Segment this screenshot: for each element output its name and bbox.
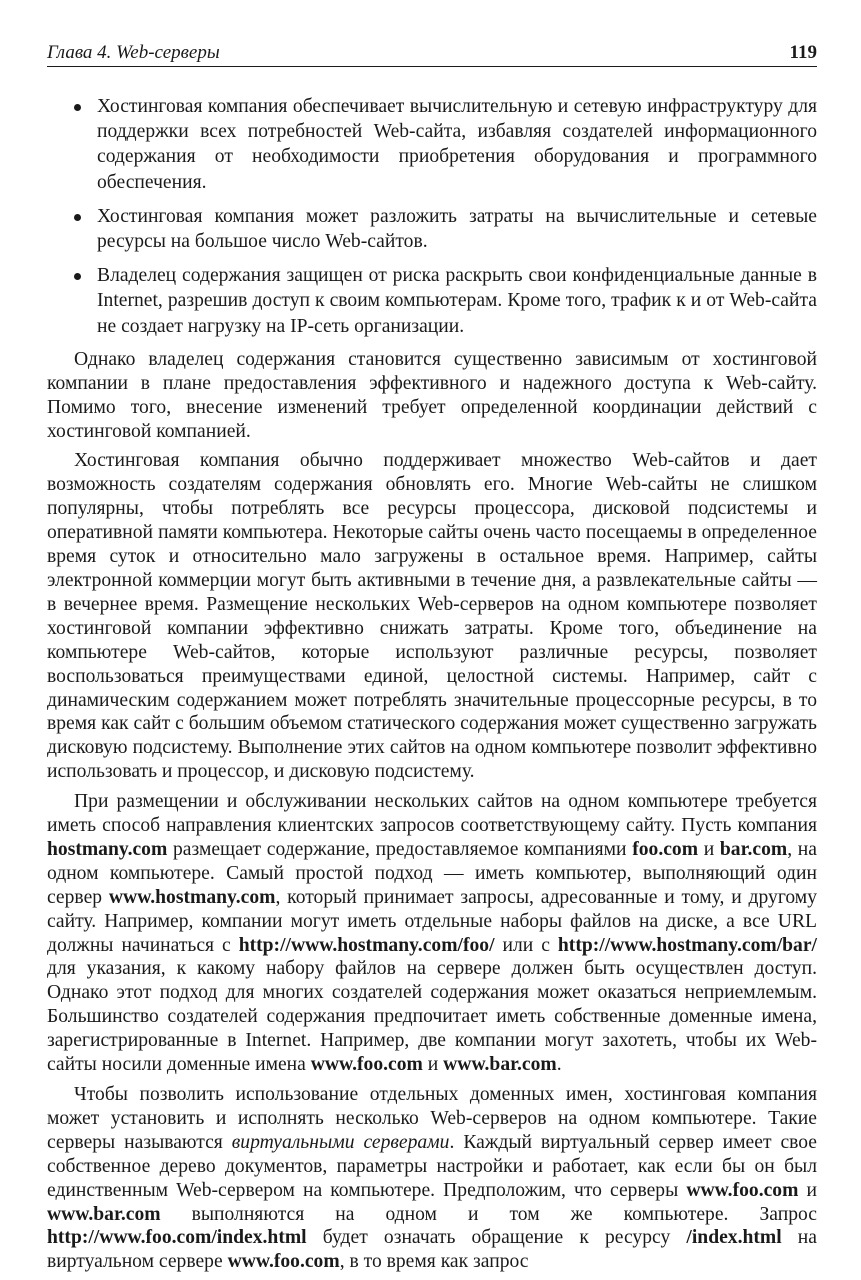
text-run: для указания, к какому набору файлов на сервере должен быть осуществлен доступ. Однако этот подход для многих создателей содержания может оказаться неприемлемым. Большинство создателей содержания предпочитает иметь собственные доменные имена, зарегистрированные в Internet. Например, две компании могут захотеть, чтобы их Web-сайты носили доменные имена [47,958,817,1076]
paragraph [47,790,817,1077]
text-run: , на одном компьютере. Самый простой подход — иметь компьютер, выполняющий один сервер [47,838,817,908]
running-header [47,38,817,67]
page-number: 119 [789,42,817,63]
bullet-text: Хостинговая компания обеспечивает вычислительную и сетевую инфраструктуру для поддержки всех потребностей Web-сайта, избавляя создателей информационного содержания от необходимости приобретения оборудования и программного обеспечения. [97,96,817,193]
text-run: Чтобы позволить использование отдельных доменных имен, хостинговая компания может установить и исполнять несколько Web-серверов на одном компьютере. Такие серверы называются [47,1084,817,1153]
bold-term: www.bar.com [443,1054,557,1076]
bold-term: hostmany.com [47,838,168,860]
bullet-text: Хостинговая компания может разложить затраты на вычислительные и сетевые ресурсы на большое число Web-сайтов. [97,205,817,253]
bold-term: http://www.hostmany.com/foo/ [238,934,495,956]
text-run: . [556,1054,562,1076]
bullet-text: Владелец содержания защищен от риска раскрыть свои конфиденциальные данные в Internet, разрешив доступ к своим компьютерам. Кроме того, трафик к и от Web-сайта не создает нагрузку на IP-сеть организации. [97,265,817,337]
paragraph [47,348,817,444]
book-page [47,38,817,1280]
text-run: на виртуальном сервере [47,1227,817,1273]
text-run: При размещении и обслуживании нескольких сайтов на одном компьютере требуется иметь способ направления клиентских запросов соответствующему сайту. Пусть компания [47,791,817,837]
bullet-list [47,94,817,339]
bullet-item [47,204,817,254]
text-run: и [422,1054,444,1076]
bullet-item [47,94,817,195]
text-run: . Каждый виртуальный сервер имеет свое собственное дерево документов, параметры настройки и работает, как если бы он был единственным Web-сервером на компьютере. Предположим, что серверы [47,1131,817,1201]
text-run: выполняются на одном и том же компьютере. Запрос [160,1203,817,1225]
bold-term: www.foo.com [227,1251,340,1273]
text-run: и [798,1179,817,1201]
bold-term: www.bar.com [47,1203,161,1225]
text-run: , в то время как запрос [339,1251,529,1273]
text-run: или с [494,934,558,956]
bold-term: http://www.hostmany.com/bar/ [557,934,817,956]
text-run: размещает содержание, предоставляемое компаниями [167,838,633,860]
text-run: и [698,838,720,860]
paragraph [47,1083,817,1274]
bold-term: /index.html [686,1227,782,1249]
bullet-item [47,263,817,339]
italic-term: виртуальными серверами [231,1131,450,1153]
body-text [47,348,817,1274]
bold-term: www.foo.com [310,1054,423,1076]
text-run: , который принимает запросы, адресованные и тому, и другому сайту. Например, компании могут иметь отдельные наборы файлов на диске, а все URL должны начинаться с [47,886,817,956]
bold-term: www.hostmany.com [108,886,276,908]
bold-term: www.foo.com [686,1179,799,1201]
bullet-icon [74,214,81,221]
bold-term: foo.com [632,838,699,860]
bullet-icon [74,104,81,111]
chapter-title: Глава 4. Web-серверы [47,42,220,63]
bullet-icon [74,273,81,280]
paragraph [47,449,817,784]
text-run: Однако владелец содержания становится существенно зависимым от хостинговой компании в плане предоставления эффективного и надежного доступа к Web-сайту. Помимо того, внесение изменений требует определенной координации действий с хостинговой компанией. [47,348,817,442]
text-run: будет означать обращение к ресурсу [306,1227,687,1249]
bold-term: bar.com [719,838,788,860]
bold-term: http://www.foo.com/index.html [47,1227,307,1249]
text-run: Хостинговая компания обычно поддерживает множество Web-сайтов и дает возможность создателям содержания обновлять его. Многие Web-сайты не слишком популярны, чтобы потреблять все ресурсы процессора, дисковой подсистемы и оперативной памяти компьютера. Некоторые сайты очень часто посещаемы в определенное время суток и относительно мало загружены в остальное время. Например, сайты электронной коммерции могут быть активными в течение дня, а развлекательные сайты — в вечернее время. Размещение нескольких Web-серверов на одном компьютере позволяет хостинговой компании эффективно снижать затраты. Кроме того, объединение на компьютере Web-сайтов, которые используют различные ресурсы, позволяет воспользоваться преимуществами единой, целостной системы. Например, сайт с динамическим содержанием может потреблять значительные процессорные ресурсы, в то время как сайт с большим объемом статического содержания может существенно загружать дисковую подсистему. Выполнение этих сайтов на одном компьютере позволит эффективно использовать и процессор, и дисковую подсистему. [47,450,817,783]
